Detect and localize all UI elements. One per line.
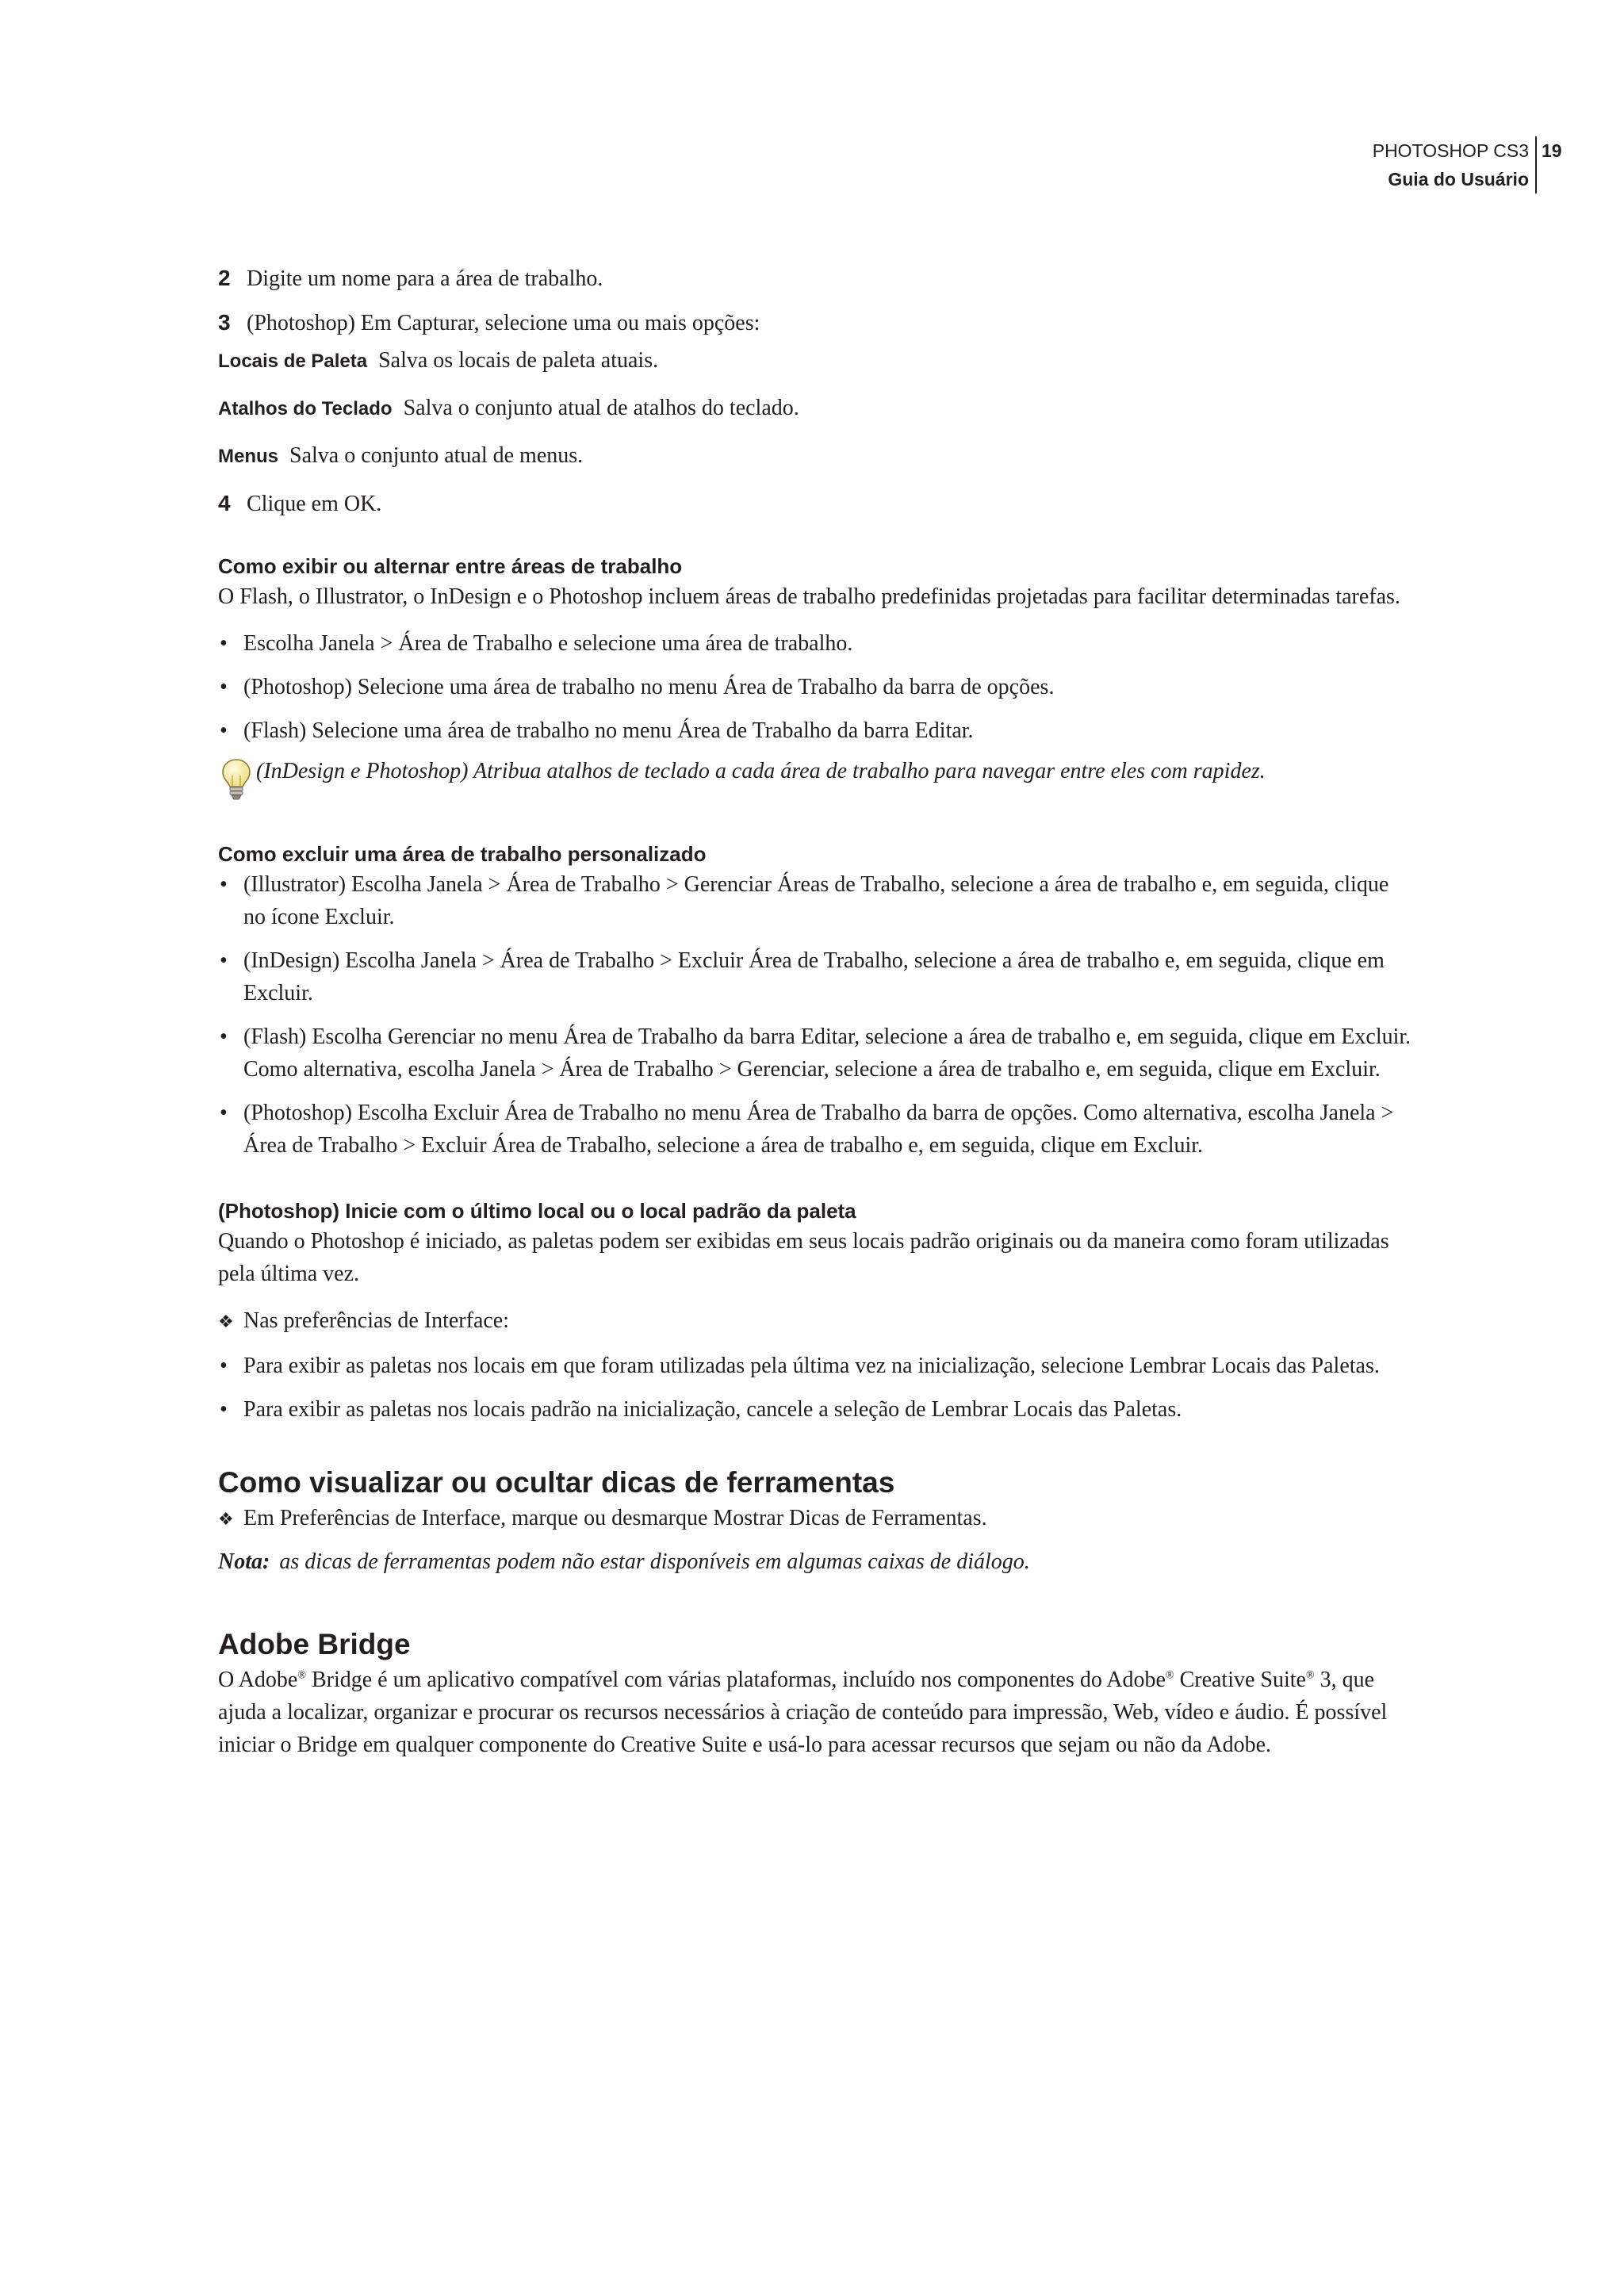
list-exibir bbox=[218, 627, 1411, 747]
step-diamond-icon: ❖ bbox=[218, 1312, 234, 1332]
list-paleta bbox=[218, 1350, 1411, 1426]
option-menus: Menus Salva o conjunto atual de menus. bbox=[218, 443, 584, 468]
list-item: • (Flash) Selecione uma área de trabalho no menu Área de Trabalho da barra Editar. bbox=[220, 718, 974, 743]
list-item: • Para exibir as paletas nos locais em que foram utilizadas pela última vez na inicialização, selecione Lembrar Locais das Paletas. bbox=[220, 1354, 1380, 1378]
list-item: • (Photoshop) Selecione uma área de trabalho no menu Área de Trabalho da barra de opções. bbox=[220, 675, 1055, 699]
note-dicas: Nota: as dicas de ferramentas podem não estar disponíveis em algumas caixas de diálogo. bbox=[218, 1549, 1030, 1574]
step-2: 2 Digite um nome para a área de trabalho. bbox=[218, 266, 603, 291]
step-dicas: ❖ Em Preferências de Interface, marque ou desmarque Mostrar Dicas de Ferramentas. bbox=[218, 1502, 1411, 1536]
list-excluir bbox=[218, 868, 1411, 1162]
tip-text: (InDesign e Photoshop) Atribua atalhos de teclado a cada área de trabalho para navegar entre eles com rapidez. bbox=[256, 759, 1266, 783]
paragraph-bridge: O Adobe® Bridge é um aplicativo compatível com várias plataformas, incluído nos componentes do Adobe® Creative Suite® 3, que ajuda a localizar, organizar e procurar os recursos necessários à criação de conteúdo para impressão, Web, vídeo e áudio. É possível iniciar o Bridge em qualquer componente do Creative Suite e usá-lo para acessar recursos que sejam ou não da Adobe. bbox=[218, 1668, 1388, 1757]
heading-exibir: Como exibir ou alternar entre áreas de trabalho bbox=[218, 554, 683, 578]
list-item: • (Flash) Escolha Gerenciar no menu Área de Trabalho da barra Editar, selecione a área de trabalho e, em seguida, clique em Excluir. Como alternativa, escolha Janela > Área de Trabalho > Gerenciar, selecione a área de trabalho e, em seguida, clique em Excluir. bbox=[220, 1024, 1411, 1082]
intro-exibir: O Flash, o Illustrator, o InDesign e o Photoshop incluem áreas de trabalho predefinidas projetadas para facilitar determinadas tarefas. bbox=[218, 584, 1400, 609]
intro-paleta: Quando o Photoshop é iniciado, as paletas podem ser exibidas em seus locais padrão originais ou da maneira como foram utilizadas pela última vez. bbox=[218, 1229, 1389, 1286]
lightbulb-icon bbox=[218, 756, 255, 802]
option-atalhos-teclado: Atalhos do Teclado Salva o conjunto atual de atalhos do teclado. bbox=[218, 396, 799, 420]
heading-paleta: (Photoshop) Inicie com o último local ou o local padrão da paleta bbox=[218, 1199, 856, 1223]
page-body bbox=[218, 262, 1411, 1761]
list-item: • Escolha Janela > Área de Trabalho e selecione uma área de trabalho. bbox=[220, 631, 853, 656]
heading-dicas: Como visualizar ou ocultar dicas de ferramentas bbox=[218, 1466, 895, 1499]
step-interface: ❖ Nas preferências de Interface: bbox=[218, 1304, 1411, 1338]
list-item: • (InDesign) Escolha Janela > Área de Trabalho > Excluir Área de Trabalho, selecione a área de trabalho e, em seguida, clique em Excluir. bbox=[220, 948, 1385, 1005]
list-item: • (Illustrator) Escolha Janela > Área de Trabalho > Gerenciar Áreas de Trabalho, selecione a área de trabalho e, em seguida, clique no ícone Excluir. bbox=[220, 872, 1389, 929]
header-rule bbox=[1535, 136, 1537, 193]
page-number: 19 bbox=[1542, 140, 1562, 161]
tip-note bbox=[218, 755, 1411, 787]
heading-bridge: Adobe Bridge bbox=[218, 1628, 411, 1660]
list-item: • Para exibir as paletas nos locais padrão na inicialização, cancele a seleção de Lembrar Locais das Paletas. bbox=[220, 1397, 1182, 1422]
step-diamond-icon: ❖ bbox=[218, 1510, 234, 1530]
heading-excluir: Como excluir uma área de trabalho personalizado bbox=[218, 842, 707, 866]
option-locais-paleta: Locais de Paleta Salva os locais de paleta atuais. bbox=[218, 348, 659, 373]
step-4: 4 Clique em OK. bbox=[218, 491, 382, 516]
list-item: • (Photoshop) Escolha Excluir Área de Trabalho no menu Área de Trabalho da barra de opções. Como alternativa, escolha Janela > Área de Trabalho > Excluir Área de Trabalho, selecione a área de trabalho e, em seguida, clique em Excluir. bbox=[220, 1101, 1394, 1158]
step-3: 3 (Photoshop) Em Capturar, selecione uma ou mais opções: bbox=[218, 310, 760, 335]
header-guide: Guia do Usuário bbox=[1388, 169, 1529, 190]
header-product: PHOTOSHOP CS3 bbox=[1372, 140, 1529, 161]
